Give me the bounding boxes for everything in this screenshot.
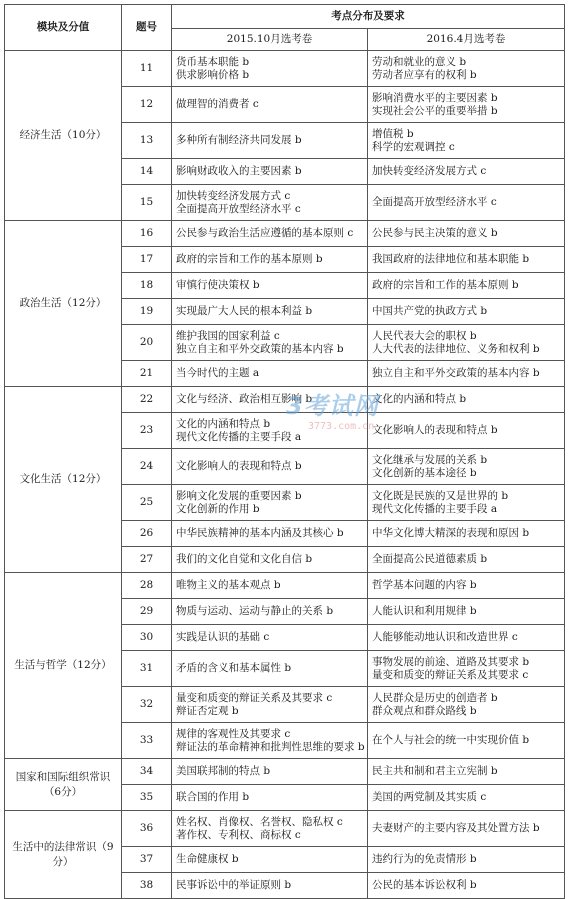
paper-2016-cell bbox=[368, 651, 565, 687]
paper-2015-header: 2015.10月选考卷 bbox=[172, 29, 368, 51]
paper-2015-cell bbox=[172, 651, 368, 687]
knowledge-point: 中华民族精神的基本内涵及其核心 b bbox=[176, 527, 344, 539]
knowledge-point: 加快转变经济发展方式 c bbox=[176, 189, 291, 202]
knowledge-point: 全面提高公民道德素质 b bbox=[372, 553, 488, 565]
syllabus-table bbox=[4, 4, 565, 899]
knowledge-point: 民主共和制和君主立宪制 b bbox=[372, 765, 498, 777]
knowledge-point: 夫妻财产的主要内容及其处置方法 b bbox=[372, 822, 540, 834]
paper-2016-cell bbox=[368, 485, 565, 521]
knowledge-point: 公民的基本诉讼权利 b bbox=[372, 879, 477, 891]
knowledge-point: 维护我国的国家利益 c bbox=[176, 329, 280, 342]
table-row bbox=[5, 387, 565, 413]
knowledge-point: 实践是认识的基础 c bbox=[176, 631, 270, 643]
knowledge-point: 影响消费水平的主要因素 b bbox=[372, 91, 498, 104]
knowledge-point: 群众观点和群众路线 b bbox=[372, 704, 477, 717]
table-row bbox=[5, 221, 565, 247]
table-row bbox=[5, 573, 565, 599]
knowledge-point: 人民群众是历史的创造者 b bbox=[372, 691, 498, 704]
knowledge-point: 文化继承与发展的关系 b bbox=[372, 453, 488, 466]
table-header bbox=[5, 5, 565, 51]
paper-2015-cell bbox=[172, 873, 368, 899]
knowledge-point: 政府的宗旨和工作的基本原则 b bbox=[176, 253, 323, 265]
paper-2015-cell bbox=[172, 573, 368, 599]
knowledge-point: 著作权、专利权、商标权 c bbox=[176, 828, 301, 841]
paper-2016-cell bbox=[368, 547, 565, 573]
question-number-cell: 18 bbox=[122, 273, 172, 299]
paper-2016-cell bbox=[368, 625, 565, 651]
exam-syllabus-sheet bbox=[4, 4, 564, 891]
module-cell: 生活与哲学（12分） bbox=[5, 573, 122, 759]
question-number-cell: 27 bbox=[122, 547, 172, 573]
knowledge-point: 联合国的作用 b bbox=[176, 791, 250, 803]
knowledge-point: 公民参与民主决策的意义 b bbox=[372, 227, 498, 239]
knowledge-point: 文化影响人的表现和特点 b bbox=[372, 424, 498, 436]
knowledge-point: 民事诉讼中的举证原则 b bbox=[176, 879, 292, 891]
paper-2015-cell bbox=[172, 123, 368, 159]
paper-2015-cell bbox=[172, 299, 368, 325]
module-column-header: 模块及分值 bbox=[5, 5, 122, 51]
question-number-cell: 24 bbox=[122, 449, 172, 485]
knowledge-point: 劳动者应享有的权利 b bbox=[372, 68, 477, 81]
paper-2015-cell bbox=[172, 51, 368, 87]
module-cell: 文化生活（12分） bbox=[5, 387, 122, 573]
knowledge-point: 辩证法的革命精神和批判性思维的要求 b bbox=[176, 740, 365, 753]
paper-2015-cell bbox=[172, 221, 368, 247]
knowledge-point: 文化创新的基本途径 b bbox=[372, 466, 477, 479]
paper-2016-cell bbox=[368, 811, 565, 847]
knowledge-point: 文化创新的作用 b bbox=[176, 502, 260, 515]
paper-2016-cell bbox=[368, 159, 565, 185]
knowledge-point: 文化既是民族的又是世界的 b bbox=[372, 489, 509, 502]
paper-2015-cell bbox=[172, 273, 368, 299]
paper-2016-header: 2016.4月选考卷 bbox=[368, 29, 565, 51]
knowledge-point: 独立自主和平外交政策的基本内容 b bbox=[176, 342, 344, 355]
knowledge-point: 供求影响价格 b bbox=[176, 68, 250, 81]
question-number-cell: 38 bbox=[122, 873, 172, 899]
paper-2016-cell bbox=[368, 51, 565, 87]
knowledge-point: 在个人与社会的统一中实现价值 b bbox=[372, 734, 530, 746]
paper-2016-cell bbox=[368, 573, 565, 599]
question-number-cell: 36 bbox=[122, 811, 172, 847]
knowledge-point: 影响文化发展的重要因素 b bbox=[176, 489, 302, 502]
question-number-cell: 37 bbox=[122, 847, 172, 873]
paper-2015-cell bbox=[172, 185, 368, 221]
knowledge-point: 文化影响人的表现和特点 b bbox=[176, 460, 302, 472]
watermark-url: 3773.com.cn bbox=[308, 421, 375, 432]
knowledge-point: 美国联邦制的特点 b bbox=[176, 765, 271, 777]
knowledge-point: 矛盾的含义和基本属性 b bbox=[176, 662, 292, 674]
module-cell: 国家和国际组织常识（6分） bbox=[5, 759, 122, 811]
knowledge-point: 文化的内涵和特点 b bbox=[372, 393, 467, 405]
paper-2016-cell bbox=[368, 873, 565, 899]
knowledge-point: 做理智的消费者 c bbox=[176, 98, 259, 110]
knowledge-point: 实现最广大人民的根本利益 b bbox=[176, 305, 313, 317]
paper-2016-cell bbox=[368, 221, 565, 247]
knowledge-point: 货币基本职能 b bbox=[176, 55, 250, 68]
knowledge-point: 独立自主和平外交政策的基本内容 b bbox=[372, 367, 540, 379]
watermark-brand: 3考试网 bbox=[286, 392, 379, 420]
paper-2016-cell bbox=[368, 687, 565, 723]
paper-2016-cell bbox=[368, 847, 565, 873]
paper-2015-cell bbox=[172, 485, 368, 521]
knowledge-point: 当今时代的主题 a bbox=[176, 367, 260, 379]
paper-2015-cell bbox=[172, 87, 368, 123]
knowledge-point: 唯物主义的基本观点 b bbox=[176, 579, 281, 591]
knowledge-point: 现代文化传播的主要手段 a bbox=[372, 502, 498, 515]
module-cell: 经济生活（10分） bbox=[5, 51, 122, 221]
question-number-cell: 16 bbox=[122, 221, 172, 247]
distribution-group-header: 考点分布及要求 bbox=[172, 5, 565, 29]
knowledge-point: 量变和质变的辩证关系及其要求 c bbox=[372, 668, 529, 681]
knowledge-point: 人民代表大会的职权 b bbox=[372, 329, 477, 342]
paper-2015-cell bbox=[172, 387, 368, 413]
knowledge-point: 生命健康权 b bbox=[176, 853, 239, 865]
question-number-cell: 12 bbox=[122, 87, 172, 123]
knowledge-point: 加快转变经济发展方式 c bbox=[372, 165, 487, 177]
knowledge-point: 人能够能动地认识和改造世界 c bbox=[372, 631, 518, 643]
paper-2015-cell bbox=[172, 247, 368, 273]
question-number-cell: 34 bbox=[122, 759, 172, 785]
knowledge-point: 违约行为的免责情形 b bbox=[372, 853, 477, 865]
knowledge-point: 我们的文化自觉和文化自信 b bbox=[176, 553, 313, 565]
knowledge-point: 量变和质变的辩证关系及其要求 c bbox=[176, 691, 333, 704]
paper-2015-cell bbox=[172, 521, 368, 547]
paper-2016-cell bbox=[368, 723, 565, 759]
paper-2016-cell bbox=[368, 387, 565, 413]
knowledge-point: 中国共产党的执政方式 b bbox=[372, 305, 488, 317]
question-number-cell: 14 bbox=[122, 159, 172, 185]
paper-2016-cell bbox=[368, 299, 565, 325]
question-number-cell: 23 bbox=[122, 413, 172, 449]
table-body bbox=[5, 51, 565, 899]
knowledge-point: 文化与经济、政治相互影响 b bbox=[176, 393, 313, 405]
question-number-cell: 28 bbox=[122, 573, 172, 599]
paper-2015-cell bbox=[172, 847, 368, 873]
paper-2016-cell bbox=[368, 123, 565, 159]
question-number-cell: 26 bbox=[122, 521, 172, 547]
knowledge-point: 增值税 b bbox=[372, 127, 414, 140]
question-number-cell: 17 bbox=[122, 247, 172, 273]
knowledge-point: 人能认识和利用规律 b bbox=[372, 605, 477, 617]
knowledge-point: 政府的宗旨和工作的基本原则 b bbox=[372, 279, 519, 291]
question-number-cell: 30 bbox=[122, 625, 172, 651]
question-number-cell: 11 bbox=[122, 51, 172, 87]
question-number-cell: 29 bbox=[122, 599, 172, 625]
paper-2016-cell bbox=[368, 247, 565, 273]
knowledge-point: 我国政府的法律地位和基本职能 b bbox=[372, 253, 530, 265]
knowledge-point: 科学的宏观调控 c bbox=[372, 140, 455, 153]
question-number-cell: 15 bbox=[122, 185, 172, 221]
knowledge-point: 劳动和就业的意义 b bbox=[372, 55, 467, 68]
knowledge-point: 规律的客观性及其要求 c bbox=[176, 727, 291, 740]
paper-2016-cell bbox=[368, 273, 565, 299]
knowledge-point: 文化的内涵和特点 b bbox=[176, 417, 271, 430]
knowledge-point: 事物发展的前途、道路及其要求 b bbox=[372, 655, 530, 668]
knowledge-point: 物质与运动、运动与静止的关系 b bbox=[176, 605, 334, 617]
paper-2015-cell bbox=[172, 687, 368, 723]
paper-2016-cell bbox=[368, 185, 565, 221]
paper-2015-cell bbox=[172, 325, 368, 361]
question-number-cell: 25 bbox=[122, 485, 172, 521]
paper-2015-cell bbox=[172, 413, 368, 449]
paper-2016-cell bbox=[368, 325, 565, 361]
question-number-cell: 22 bbox=[122, 387, 172, 413]
paper-2015-cell bbox=[172, 547, 368, 573]
question-number-cell: 19 bbox=[122, 299, 172, 325]
paper-2015-cell bbox=[172, 361, 368, 387]
knowledge-point: 实现社会公平的重要举措 b bbox=[372, 104, 498, 117]
paper-2016-cell bbox=[368, 361, 565, 387]
paper-2016-cell bbox=[368, 413, 565, 449]
paper-2015-cell bbox=[172, 723, 368, 759]
paper-2016-cell bbox=[368, 599, 565, 625]
question-number-cell: 31 bbox=[122, 651, 172, 687]
paper-2015-cell bbox=[172, 599, 368, 625]
knowledge-point: 公民参与政治生活应遵循的基本原则 c bbox=[176, 227, 354, 239]
paper-2015-cell bbox=[172, 159, 368, 185]
question-number-cell: 32 bbox=[122, 687, 172, 723]
paper-2016-cell bbox=[368, 87, 565, 123]
knowledge-point: 姓名权、肖像权、名誉权、隐私权 c bbox=[176, 815, 343, 828]
table-row bbox=[5, 811, 565, 847]
module-cell: 生活中的法律常识（9分） bbox=[5, 811, 122, 899]
question-number-cell: 13 bbox=[122, 123, 172, 159]
paper-2015-cell bbox=[172, 759, 368, 785]
paper-2015-cell bbox=[172, 625, 368, 651]
question-number-cell: 35 bbox=[122, 785, 172, 811]
question-number-cell: 33 bbox=[122, 723, 172, 759]
knowledge-point: 哲学基本问题的内容 b bbox=[372, 579, 477, 591]
knowledge-point: 影响财政收入的主要因素 b bbox=[176, 165, 302, 177]
paper-2015-cell bbox=[172, 449, 368, 485]
knowledge-point: 中华文化博大精深的表现和原因 b bbox=[372, 527, 530, 539]
module-cell: 政治生活（12分） bbox=[5, 221, 122, 387]
table-row bbox=[5, 759, 565, 785]
paper-2015-cell bbox=[172, 811, 368, 847]
knowledge-point: 多种所有制经济共同发展 b bbox=[176, 134, 302, 146]
knowledge-point: 现代文化传播的主要手段 a bbox=[176, 430, 302, 443]
knowledge-point: 辩证否定观 b bbox=[176, 704, 239, 717]
table-row bbox=[5, 51, 565, 87]
knowledge-point: 全面提高开放型经济水平 c bbox=[372, 196, 497, 208]
paper-2016-cell bbox=[368, 449, 565, 485]
knowledge-point: 审慎行使决策权 b bbox=[176, 279, 260, 291]
knowledge-point: 美国的两党制及其实质 c bbox=[372, 791, 487, 803]
paper-2016-cell bbox=[368, 521, 565, 547]
knowledge-point: 人大代表的法律地位、义务和权利 b bbox=[372, 342, 540, 355]
question-number-column-header: 题号 bbox=[122, 5, 172, 51]
knowledge-point: 全面提高开放型经济水平 c bbox=[176, 202, 301, 215]
question-number-cell: 20 bbox=[122, 325, 172, 361]
question-number-cell: 21 bbox=[122, 361, 172, 387]
paper-2016-cell bbox=[368, 759, 565, 785]
